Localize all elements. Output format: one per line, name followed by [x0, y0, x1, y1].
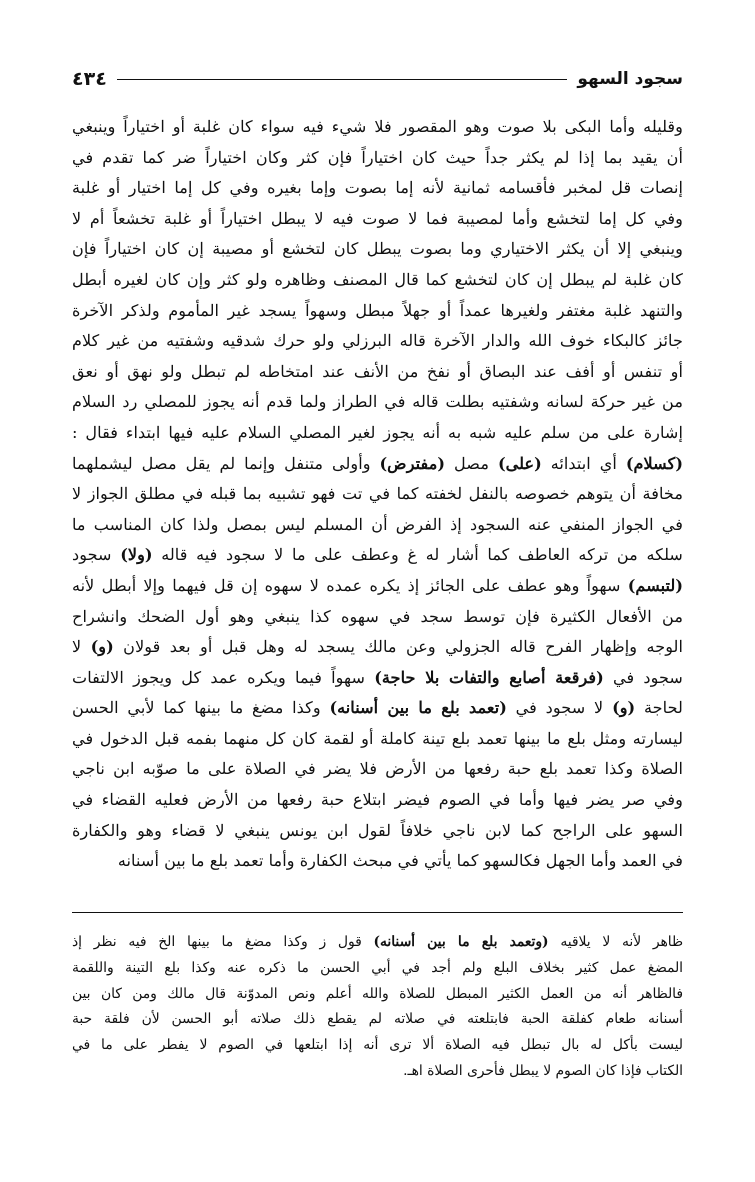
running-title: سجود السهو	[577, 69, 683, 89]
footnotes	[72, 930, 683, 1085]
footnote-divider	[72, 912, 683, 913]
quoted-matn: (و)	[612, 698, 636, 718]
text-line: وفي كل إما لتخشع وأما لمصيبة فما لا صوت فيه لا يبطل اختياراً أو غلبة تخشعاً أم لا	[72, 208, 683, 228]
text-segment: وأولى متنفل وإنما لم يقل مصل ليشملهما	[72, 453, 380, 473]
quoted-matn: (مفترض)	[379, 453, 446, 473]
text-segment: لا سجود في	[506, 698, 613, 718]
text-segment: أي ابتدائه	[541, 453, 626, 473]
text-line: مخافة أن يتوهم خصوصه بالنفل لخفته كما في تت فهو تشبيه بما قبله في مطلق الجواز لا	[72, 484, 683, 504]
footnote-line: أسنانه طعام كفلقة الحبة فابتلعته في صلاته لم يقطع ذلك صلاته أبو الحسن لأن فلقة حبة	[72, 1011, 683, 1028]
quoted-matn: (ولا)	[120, 545, 153, 565]
text-line: أن يقيد بما إذا لم يكثر جداً حيث كان اختياراً فإن كثر وكان اختياراً ضر كما تقدم في	[72, 147, 683, 167]
quoted-matn: (لتبسم)	[627, 575, 683, 595]
text-line: والتنهد غلبة مغتفر ولغيرها عمداً أو جهلاً مبطل وسهواً يسجد غير المأموم ولذكر الآخرة	[72, 300, 683, 320]
footnote-line: المضغ عمل كثير بخلاف البلع ولم أجد في أبي الحسن ما ذكره عنه وكذا بلع التينة واللقمة	[72, 959, 683, 976]
text-line: كان غلبة لم يبطل إن كان لتخشع كما قال المصنف وظاهره ولو كثر وإن كان لغيره أبطل	[72, 269, 683, 289]
footnote-line	[72, 930, 683, 956]
footnote-line: فالظاهر أنه من العمل الكثير المبطل للصلاة والله أعلم ونص المدوّنة قال مالك ومن كان بين	[72, 985, 683, 1002]
text-line: وقليله وأما البكى بلا صوت وهو المقصور فلا شيء فيه سواء كان غلبة أو اختياراً وينبغي	[72, 117, 683, 136]
text-line: وينبغي إلا أن يكثر الاختياري وما بصوت يبطل كان لتخشع أو مصيبة إن كان اختياراً فإن	[72, 239, 683, 259]
text-line: وفي صر يضر فيها وأما في الصوم فيضر ابتلاع حبة رفعها من الأرض فعليه القضاء في	[72, 790, 683, 810]
text-segment: الوجه وإظهار الفرح قاله الجزولي وعن مالك يسجد له وهل قبل أو بعد قولان	[113, 637, 683, 657]
footnote-line: الكتاب فإذا كان الصوم لا يبطل فأحرى الصلاة اهـ.	[403, 1062, 683, 1079]
text-segment: سجود في	[603, 667, 683, 687]
text-line	[72, 663, 683, 694]
text-segment: ظاهر لأنه لا يلاقيه	[548, 934, 683, 950]
text-segment: لا	[72, 637, 91, 657]
footnote-line: ليست بأكل له بال تبطل فيه الصلاة ألا ترى أنه إذا ابتلعها في الصوم لا يفطر على ما في	[72, 1037, 683, 1054]
text-line: ليسارته ومثل بلع ما بينها تعمد بلع تينة كاملة أو لقمة كان كل منهما بفمه قبل الدخول في	[72, 728, 683, 748]
text-line	[72, 693, 683, 724]
text-line: من غير حركة لسانه وشفتيه بطلت قاله في الطراز ولما قدم أنه يجوز للمصلي رد السلام	[72, 392, 683, 412]
page-header	[72, 64, 683, 94]
text-segment: وكذا مضغ ما بينها كما لأبي الحسن	[72, 698, 330, 718]
text-segment: سهواً فيما ويكره عمد كل ويجوز الالتفات	[72, 667, 375, 687]
main-text	[72, 112, 683, 877]
text-segment: قول ز وكذا مضغ ما بينها الخ فيه نظر إذ	[72, 934, 374, 950]
text-line: السهو على الراجح كما لابن ناجي خلافاً لقول ابن يونس ينبغي لا قضاء وهو والكفارة	[72, 820, 683, 840]
text-line	[72, 571, 683, 602]
quoted-matn: (و)	[90, 637, 114, 657]
text-line: إنصات قل لمخبر فأقسامه ثمانية لأنه إما بصوت وإما بغيره وفي كل إما اختيار أو غلبة	[72, 178, 683, 198]
text-segment: سلكه من تركه العاطف كما أشار له غ وعطف على ما لا سجود فيه قاله	[152, 545, 683, 565]
quoted-matn: (وتعمد بلع ما بين أسنانه)	[373, 934, 549, 950]
text-line: إشارة على من سلم عليه شبه به أنه يجوز لغير المصلي السلام عليه فيها ابتداء فقال :	[72, 422, 683, 442]
quoted-matn: (تعمد بلع ما بين أسنانه)	[329, 698, 507, 718]
text-line: جائز كالبكاء خوف الله والدار الآخرة قاله البرزلي ولو حرك شدقيه وشفتيه من غير كلام	[72, 331, 683, 351]
text-line: في الجواز المنفي عنه السجود إذ الفرض أن المسلم ليس بمصل ولذا كان المناسب ما	[72, 514, 683, 534]
quoted-matn: (كسلام)	[625, 453, 683, 473]
text-line	[72, 449, 683, 480]
header-rule	[117, 79, 568, 80]
quoted-matn: (على)	[497, 453, 542, 473]
text-segment: مصل	[445, 453, 498, 473]
text-line	[72, 632, 683, 663]
text-line: الصلاة وكذا تعمد بلع حبة رفعها من الأرض فلا يضر في الصلاة على ما صوّبه ابن ناجي	[72, 759, 683, 779]
text-line: من الأفعال الكثيرة فإن توسط سجد في سهوه كذا ينبغي وهو أول الضحك وانشراح	[72, 606, 683, 626]
text-segment: سهواً وهو عطف على الجائز إذ يكره عمده لا سهوه إن قل فيهما وإلا أبطل لأنه	[72, 575, 628, 595]
text-line: في العمد وأما الجهل فكالسهو كما يأتي في مبحث الكفارة وأما تعمد بلع ما بين أسنانه	[117, 851, 683, 871]
page-number: ٤٣٤	[72, 68, 107, 90]
text-line	[72, 540, 683, 571]
text-segment: لحاجة	[635, 698, 683, 718]
text-segment: سجود	[72, 545, 121, 565]
text-line: أو تنفس أو أفف عند البصاق أو نفخ من الأنف عند امتخاطه لم تبطل ولو نهق أو نعق	[72, 361, 683, 381]
quoted-matn: (فرقعة أصابع والتفات بلا حاجة)	[374, 667, 604, 687]
